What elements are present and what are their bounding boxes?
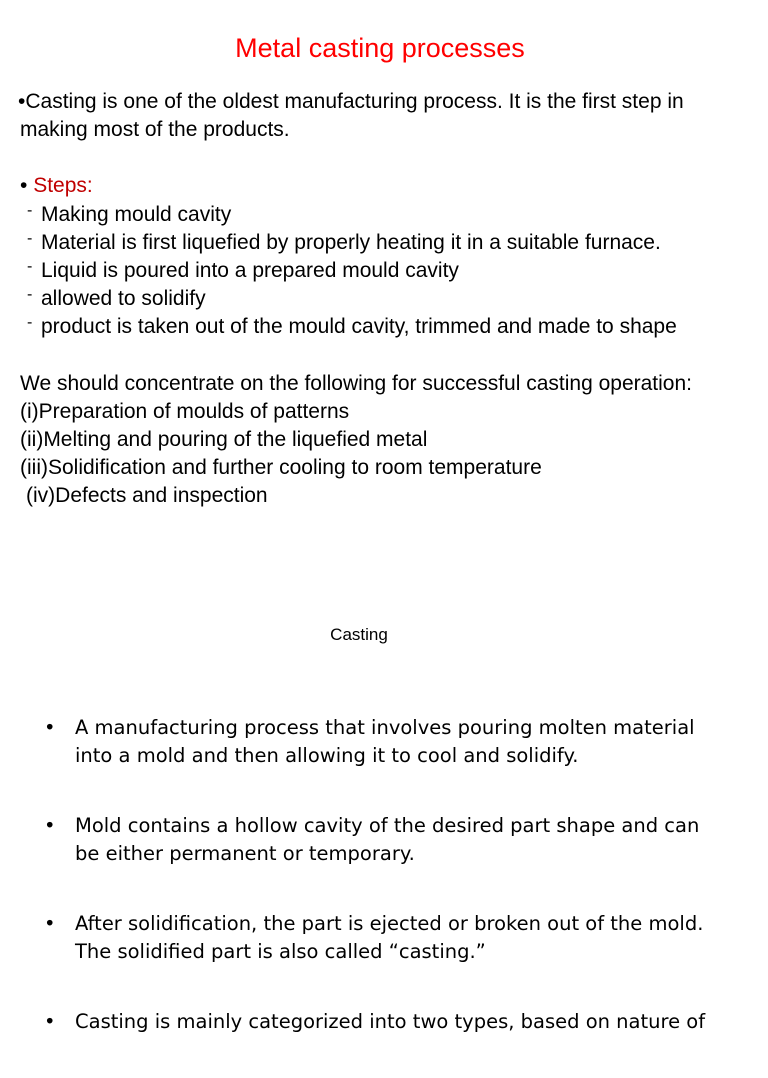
bullet-text: A manufacturing process that involves pouring molten material into a mold and then allowing it to cool and solidify.	[75, 716, 695, 767]
dash-icon: -	[27, 314, 33, 332]
bullet-text: Mold contains a hollow cavity of the desired part shape and can be either permanent or temporary.	[75, 814, 700, 865]
list-item	[20, 257, 750, 285]
dash-icon: -	[27, 229, 33, 247]
steps-bullet: •	[20, 174, 28, 198]
bullet-text: After solidification, the part is ejected or broken out of the mold. The solidified part is also called “casting.”	[75, 912, 704, 963]
focus-list	[20, 398, 750, 511]
dash-icon: -	[27, 258, 33, 276]
list-item	[44, 1008, 724, 1036]
bullet-icon: •	[44, 1010, 56, 1033]
list-item	[20, 313, 750, 341]
list-item: (iii)Solidification and further cooling to room temperature	[20, 456, 542, 480]
focus-intro: We should concentrate on the following for successful casting operation:	[20, 371, 692, 395]
section-caption: Casting	[330, 625, 388, 644]
list-item	[20, 285, 750, 313]
steps-heading	[20, 172, 750, 200]
list-item	[20, 229, 750, 257]
bullet-text: Casting is mainly categorized into two types, based on nature of	[75, 1010, 706, 1033]
step-text: product is taken out of the mould cavity, trimmed and made to shape	[41, 315, 677, 339]
step-text: allowed to solidify	[41, 287, 206, 311]
list-item	[44, 714, 724, 770]
slide-body	[20, 88, 750, 511]
intro-paragraph: •Casting is one of the oldest manufacturing process. It is the first step in making most of the products.	[18, 90, 684, 142]
list-item	[44, 910, 724, 966]
bullet-icon: •	[44, 912, 56, 935]
list-item: (ii)Melting and pouring of the liquefied metal	[20, 428, 428, 452]
steps-label: Steps:	[33, 174, 93, 198]
step-text: Material is first liquefied by properly heating it in a suitable furnace.	[41, 230, 661, 254]
list-item	[44, 812, 724, 868]
casting-bullet-list	[44, 714, 724, 1078]
list-item: (iv)Defects and inspection	[26, 484, 268, 508]
bullet-icon: •	[44, 716, 56, 739]
page-title: Metal casting processes	[235, 33, 525, 63]
focus-block	[20, 370, 750, 511]
list-item	[20, 201, 750, 229]
bullet-icon: •	[44, 814, 56, 837]
dash-icon: -	[27, 286, 33, 304]
list-item: (i)Preparation of moulds of patterns	[20, 399, 350, 423]
dash-icon: -	[27, 201, 33, 219]
steps-list	[20, 201, 750, 342]
step-text: Making mould cavity	[41, 202, 232, 226]
step-text: Liquid is poured into a prepared mould cavity	[41, 259, 459, 283]
